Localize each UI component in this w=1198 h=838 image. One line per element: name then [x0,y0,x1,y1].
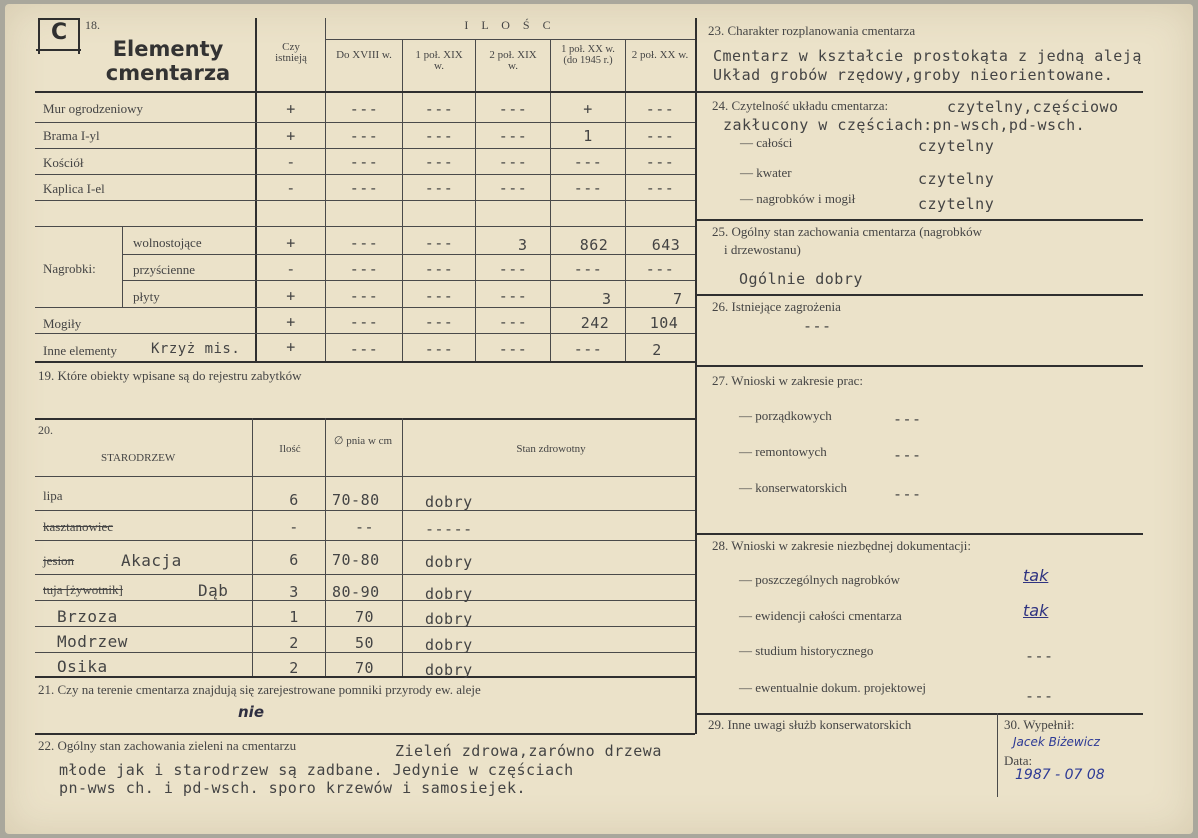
q24-item-label: — całości [740,135,793,150]
tree-diameter: -- [355,518,375,536]
q24-item-value: czytelny [918,137,995,155]
q28-item-value: --- [1025,647,1054,665]
section-title [98,37,238,85]
cell-value: --- [424,179,454,197]
q28-item-label: — studium historycznego [739,643,874,658]
cell-value: --- [424,234,454,252]
tree-qty: 6 [289,551,299,569]
cell-value: --- [424,260,454,278]
tree-diameter: 70-80 [332,491,380,509]
cell-value: --- [573,340,603,358]
tree-name-printed: tuja [żywotnik] [43,582,123,597]
tree-name-typed: Modrzew [57,632,128,651]
row-label: Brama I-yl [43,128,100,143]
q26-value: --- [803,317,832,335]
tree-health: dobry [425,493,473,511]
tree-diameter: 50 [355,634,375,652]
q27-item-label: — remontowych [739,444,827,459]
q22-line1: Zieleń zdrowa,zarówno drzewa [395,742,662,760]
tree-name-printed: jesion [43,553,75,568]
cell-value: 7 [673,290,683,308]
tree-qty: - [289,518,299,536]
q27-label: 27. Wnioski w zakresie prac: [712,373,864,388]
tree-qty: 6 [289,491,299,509]
section-letter: C [51,20,68,45]
q19-label: 19. Które obiekty wpisane są do rejestru zabytków [38,368,302,383]
row-label: Kościół [43,155,84,170]
col-period-3: 2 poł. XIX w. [489,49,537,72]
q24-typed2: zakłucony w częściach:pn-wsch,pd-wsch. [723,116,1086,134]
row-label: Kaplica I-el [43,181,105,196]
q22-line2: młode jak i starodrzew są zadbane. Jedynie w częściach [59,761,574,779]
tree-qty: 2 [289,634,299,652]
cell-value: 1 [583,127,593,145]
q22-label: 22. Ogólny stan zachowania zieleni na cmentarzu [38,738,297,753]
qty-col-header: Ilość [279,443,301,455]
cell-value: --- [349,127,379,145]
q25-value: Ogólnie dobry [739,270,863,288]
tree-diameter: 70 [355,659,375,677]
cell-value: --- [498,340,528,358]
q21-label: 21. Czy na terenie cmentarza znajdują się zarejestrowane pomniki przyrody ew. aleje [38,682,481,697]
cell-value: --- [424,313,454,331]
qty-header: I L O Ś C [464,18,556,32]
cell-value: --- [349,340,379,358]
cell-value: --- [573,153,603,171]
tree-name-typed: Osika [57,657,108,676]
q28-item-value: --- [1025,687,1054,705]
tree-name: lipa [43,488,63,503]
tree-name-typed: Dąb [198,581,229,600]
row-label: Mogiły [43,316,82,331]
cell-value: --- [349,287,379,305]
tree-health: dobry [425,610,473,628]
cell-value: --- [645,179,675,197]
cell-value: --- [498,287,528,305]
q28-item-label: — poszczególnych nagrobków [739,572,901,587]
q24-item-label: — kwater [740,165,792,180]
row-label: płyty [133,289,160,304]
tree-qty: 2 [289,659,299,677]
tree-name-typed: Akacja [121,551,182,570]
row-exists: + [286,100,296,118]
row-exists: + [286,313,296,331]
cell-value: --- [498,260,528,278]
cell-value: --- [498,153,528,171]
q28-item-label: — ewentualnie dokum. projektowej [739,680,927,695]
q23-line2: Układ grobów rzędowy,groby nieorientowane. [713,66,1114,84]
q20-number: 20. [38,423,53,437]
row-label: przyścienne [133,262,196,277]
tree-diameter: 80-90 [332,583,380,601]
cell-value: 104 [649,314,679,332]
q28-item-value: tak [1023,566,1049,585]
cell-value: 3 [602,290,612,308]
q24-item-label: — nagrobków i mogił [740,191,856,206]
q23-line1: Cmentarz w kształcie prostokąta z jedną aleją [713,47,1142,65]
col-period-4: 1 poł. XX w. (do 1945 r.) [561,44,615,66]
q24-item-value: czytelny [918,195,995,213]
row-label: Inne elementy [43,343,117,358]
row-exists: + [286,234,296,252]
col-period-1: Do XVIII w. [336,49,392,61]
col-period-5: 2 poł. XX w. [631,49,689,61]
tree-health: dobry [425,636,473,654]
q27-item-value: --- [893,485,922,503]
cell-value: --- [349,100,379,118]
cell-value: --- [349,234,379,252]
cell-value: 3 [518,236,528,254]
q27-item-label: — porządkowych [739,408,832,423]
tree-health: dobry [425,661,473,679]
tree-qty: 1 [289,608,299,626]
cell-value: --- [424,127,454,145]
cell-value: 643 [651,236,681,254]
q27-item-label: — konserwatorskich [739,480,847,495]
starodrzew-header: STARODRZEW [101,452,176,464]
row-extra: Krzyż mis. [151,341,241,357]
q28-item-value: tak [1023,601,1049,620]
tree-name: kasztanowiec [43,519,114,534]
cell-value: --- [424,100,454,118]
q30-date-label: Data: [1004,753,1033,768]
q30-label: 30. Wypełnił: [1004,717,1075,732]
q30-signature: Jacek Biżewicz [1013,735,1100,749]
cell-value: --- [498,100,528,118]
cell-value: --- [424,287,454,305]
q26-label: 26. Istniejące zagrożenia [712,299,841,314]
q27-item-value: --- [893,446,922,464]
cell-value: --- [645,127,675,145]
row-exists: + [286,287,296,305]
q29-label: 29. Inne uwagi służb konserwatorskich [708,717,912,732]
cell-value: 862 [579,236,609,254]
tree-health: ----- [425,520,473,538]
section-number: 18. [85,18,100,32]
tree-diameter: 70 [355,608,375,626]
q27-item-value: --- [893,410,922,428]
cell-value: --- [498,127,528,145]
cell-value: --- [349,153,379,171]
section-title-text: Elementy cmentarza [105,37,231,85]
tree-qty: 3 [289,583,299,601]
cell-value: --- [349,179,379,197]
cell-value: + [583,100,593,118]
q23-label: 23. Charakter rozplanowania cmentarza [708,23,916,38]
q24-item-value: czytelny [918,170,995,188]
row-exists: + [286,338,296,356]
tree-name-typed: Brzoza [57,607,118,626]
col-period-2: 1 poł. XIX w. [415,49,463,72]
tree-health: dobry [425,553,473,571]
row-label: Mur ogrodzeniowy [43,101,144,116]
q24-typed1: czytelny,częściowo [947,98,1119,116]
q25-label1: 25. Ogólny stan zachowania cmentarza (nagrobków [712,224,983,239]
row-exists: - [286,179,296,197]
diameter-col-header: ∅ pnia w cm [333,435,393,447]
tree-diameter: 70-80 [332,551,380,569]
cell-value: --- [573,260,603,278]
cell-value: 2 [652,341,662,359]
cell-value: --- [645,260,675,278]
cell-value: --- [424,153,454,171]
q25-label2: i drzewostanu) [724,242,801,257]
cell-value: --- [498,313,528,331]
cell-value: --- [349,313,379,331]
q30-date: 1987 - 07 08 [1015,767,1105,783]
row-exists: - [286,153,296,171]
row-exists: + [286,127,296,145]
q21-answer: nie [238,703,264,721]
cell-value: --- [573,179,603,197]
health-col-header: Stan zdrowotny [516,443,586,455]
tree-health: dobry [425,585,473,603]
q28-label: 28. Wnioski w zakresie niezbędnej dokumentacji: [712,538,971,553]
q24-label: 24. Czytelność układu cmentarza: [712,98,889,113]
q22-line3: pn-wws ch. i pd-wsch. sporo krzewów i samosiejek. [59,779,527,797]
cell-value: --- [424,340,454,358]
row-exists: - [286,260,296,278]
nagrobki-label: Nagrobki: [43,261,96,276]
cell-value: --- [498,179,528,197]
col-exists-header: Czy istnieją [275,41,307,64]
cell-value: --- [645,100,675,118]
inventory-card [5,4,1193,834]
cell-value: --- [645,153,675,171]
cell-value: --- [349,260,379,278]
q28-item-label: — ewidencji całości cmentarza [739,608,902,623]
row-label: wolnostojące [133,235,202,250]
cell-value: 242 [580,314,610,332]
